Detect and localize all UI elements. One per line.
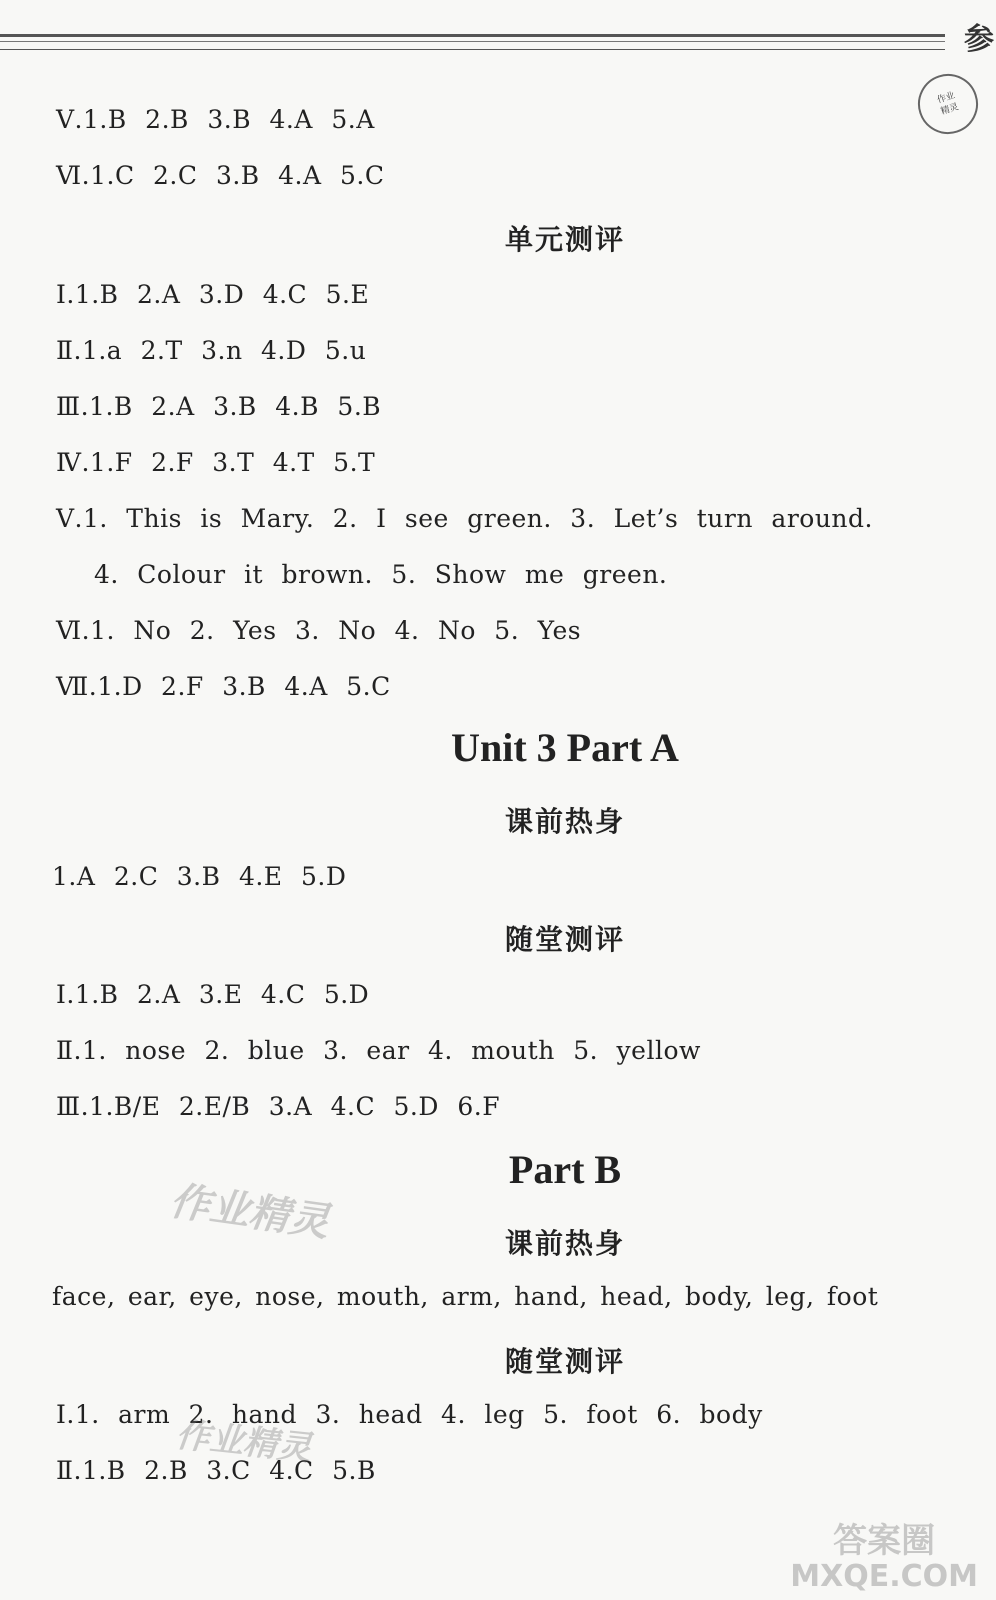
unit-test-line-ii: Ⅱ.1.a 2.T 3.n 4.D 5.u — [56, 336, 367, 365]
section-title-unit-test: 单元测评 — [504, 223, 625, 256]
stamp-text-2: 精灵 — [939, 102, 960, 118]
section-title-class-test-a: 随堂测评 — [504, 923, 625, 956]
unit-test-line-v-b: 4. Colour it brown. 5. Show me green. — [94, 560, 668, 589]
header-corner-char: 参 — [964, 22, 994, 57]
class-test-b-line-i: Ⅰ.1. arm 2. hand 3. head 4. leg 5. foot 6. body — [56, 1400, 763, 1429]
warmup-b-line: face, ear, eye, nose, mouth, arm, hand, head, body, leg, foot — [52, 1282, 879, 1311]
unit-test-line-v-a: Ⅴ.1. This is Mary. 2. I see green. 3. Let’s turn around. — [56, 504, 873, 533]
section-title-warmup-b: 课前热身 — [504, 1227, 625, 1260]
answer-line-vi: Ⅵ.1.C 2.C 3.B 4.A 5.C — [56, 161, 385, 190]
section-title-warmup-a: 课前热身 — [504, 805, 625, 838]
unit-test-line-iii: Ⅲ.1.B 2.A 3.B 4.B 5.B — [56, 392, 382, 421]
unit-title: Unit 3 Part A — [451, 725, 679, 770]
unit-test-line-vii: Ⅶ.1.D 2.F 3.B 4.A 5.C — [56, 672, 391, 701]
class-test-a-line-ii: Ⅱ.1. nose 2. blue 3. ear 4. mouth 5. yellow — [56, 1036, 701, 1065]
stamp-text-1: 作业 — [936, 90, 957, 106]
unit-test-line-vi: Ⅵ.1. No 2. Yes 3. No 4. No 5. Yes — [56, 616, 582, 645]
part-b-title: Part B — [508, 1147, 622, 1192]
watermark-bottom: 作业精灵 — [173, 1414, 314, 1469]
unit-test-line-iv: Ⅳ.1.F 2.F 3.T 4.T 5.T — [56, 448, 376, 477]
header-rule — [0, 34, 945, 50]
section-title-class-test-b: 随堂测评 — [504, 1345, 625, 1378]
unit-test-line-i: Ⅰ.1.B 2.A 3.D 4.C 5.E — [56, 280, 370, 309]
answer-line-v: Ⅴ.1.B 2.B 3.B 4.A 5.A — [56, 105, 375, 134]
stamp-logo — [910, 66, 986, 142]
warmup-a-line: 1.A 2.C 3.B 4.E 5.D — [52, 862, 347, 891]
site-watermark-top: 答案圈 — [833, 1521, 936, 1561]
site-watermark-bottom: MXQE.COM — [790, 1559, 978, 1594]
class-test-a-line-iii: Ⅲ.1.B/E 2.E/B 3.A 4.C 5.D 6.F — [56, 1092, 501, 1121]
watermark-mid: 作业精灵 — [167, 1178, 332, 1246]
site-watermark — [790, 1521, 978, 1594]
class-test-a-line-i: Ⅰ.1.B 2.A 3.E 4.C 5.D — [56, 980, 370, 1009]
class-test-b-line-ii: Ⅱ.1.B 2.B 3.C 4.C 5.B — [56, 1456, 376, 1485]
